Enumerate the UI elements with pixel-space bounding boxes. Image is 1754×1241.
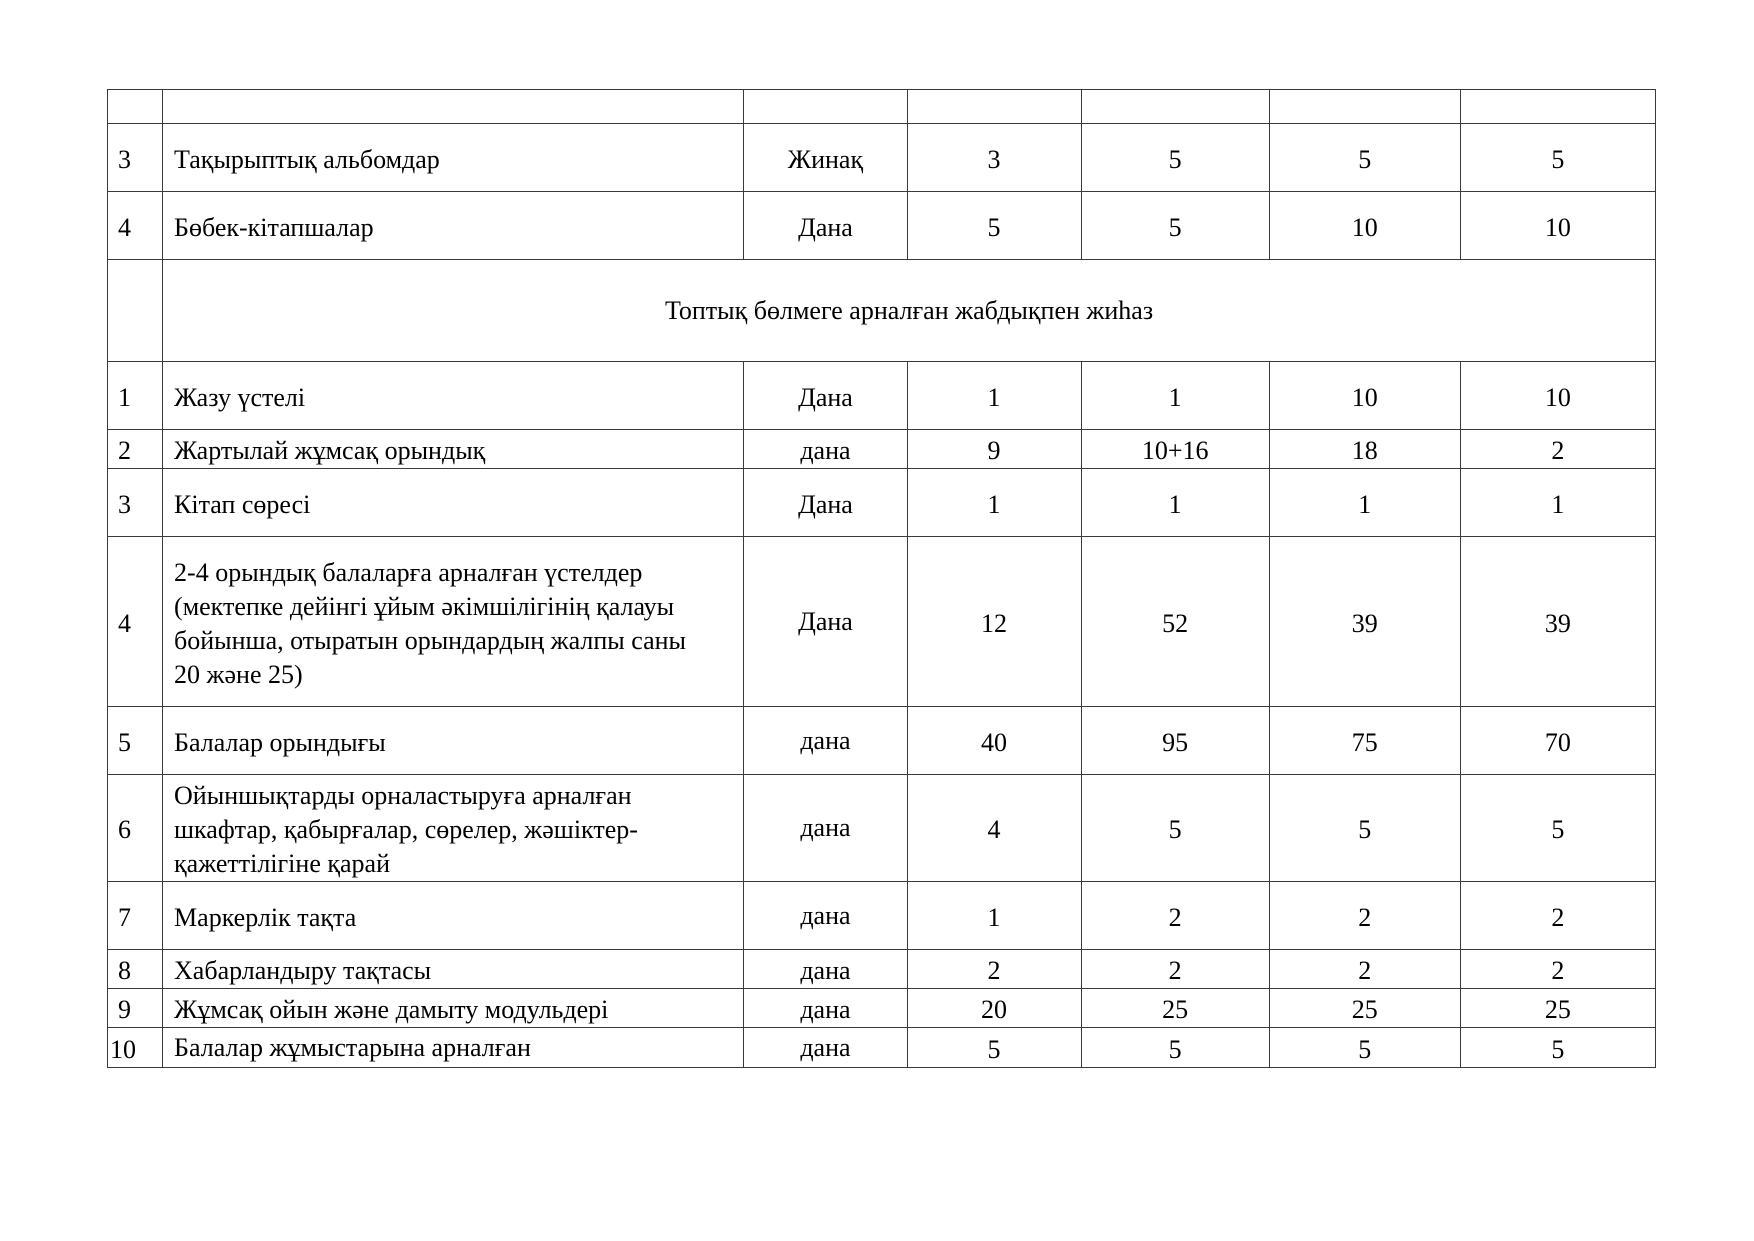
- table-row: [108, 192, 1656, 260]
- table-row: [108, 537, 1656, 707]
- value-cell: 1: [1081, 469, 1269, 537]
- value-cell: 1: [907, 362, 1081, 430]
- value-cell: 12: [907, 537, 1081, 707]
- value-cell: 1: [1269, 469, 1460, 537]
- value-cell: 5: [1081, 775, 1269, 882]
- value-cell: 5: [1081, 192, 1269, 260]
- value-cell: 39: [1460, 537, 1655, 707]
- table-row: [108, 430, 1656, 469]
- section-title: Топтық бөлмеге арналған жабдықпен жиһаз: [163, 260, 1656, 362]
- equipment-table: [107, 89, 1656, 1068]
- item-name-cell: 2-4 орындық балаларға арналған үстелдер (мектепке дейінгі ұйым әкімшілігінің қалауы бойынша, отыратын орындардың жалпы саны 20 және 25): [163, 537, 744, 707]
- value-cell: 25: [1269, 989, 1460, 1028]
- value-cell: 5: [1081, 124, 1269, 192]
- unit-cell: дана: [744, 950, 907, 989]
- row-number-cell: 1: [108, 362, 163, 430]
- unit-cell: дана: [744, 1028, 907, 1068]
- value-cell: 1: [1081, 362, 1269, 430]
- row-number-cell: 8: [108, 950, 163, 989]
- row-number-cell: 2: [108, 430, 163, 469]
- table-row: [108, 950, 1656, 989]
- value-cell: 95: [1081, 707, 1269, 775]
- value-cell: 10: [1460, 192, 1655, 260]
- value-cell: 2: [1460, 430, 1655, 469]
- value-cell: 5: [907, 1028, 1081, 1068]
- value-cell: 2: [1081, 882, 1269, 950]
- value-cell: 1: [907, 882, 1081, 950]
- value-cell: 5: [1460, 775, 1655, 882]
- row-number-cell: 4: [108, 537, 163, 707]
- item-name-cell: Ойыншықтарды орналастыруға арналған шкафтар, қабырғалар, сөрелер, жәшіктер-қажеттілігіне қарай: [163, 775, 744, 882]
- unit-cell: Дана: [744, 469, 907, 537]
- value-cell: 10: [1460, 362, 1655, 430]
- row-number-cell: [108, 260, 163, 362]
- unit-cell: [744, 90, 907, 124]
- unit-cell: Дана: [744, 537, 907, 707]
- row-number-cell: 4: [108, 192, 163, 260]
- item-name-cell: [163, 124, 744, 192]
- unit-cell: дана: [744, 989, 907, 1028]
- item-name-cell: Балалар орындығы: [163, 707, 744, 775]
- unit-cell: дана: [744, 430, 907, 469]
- table-row: [108, 989, 1656, 1028]
- row-number-cell: 7: [108, 882, 163, 950]
- value-cell: [907, 90, 1081, 124]
- unit-cell: Дана: [744, 192, 907, 260]
- value-cell: [1081, 90, 1269, 124]
- unit-cell: Жинақ: [744, 124, 907, 192]
- row-number-cell: 3: [108, 124, 163, 192]
- unit-cell: дана: [744, 882, 907, 950]
- value-cell: 5: [907, 192, 1081, 260]
- value-cell: 2: [1460, 882, 1655, 950]
- value-cell: 18: [1269, 430, 1460, 469]
- table-row: [108, 124, 1656, 192]
- item-name-cell: Бөбек-кітапшалар: [163, 192, 744, 260]
- value-cell: 10+16: [1081, 430, 1269, 469]
- row-number-cell: 6: [108, 775, 163, 882]
- value-cell: 20: [907, 989, 1081, 1028]
- value-cell: 5: [1269, 1028, 1460, 1068]
- value-cell: 4: [907, 775, 1081, 882]
- value-cell: 9: [907, 430, 1081, 469]
- value-cell: 5: [1460, 124, 1655, 192]
- value-cell: 2: [1269, 882, 1460, 950]
- table-row: [108, 90, 1656, 124]
- row-number-cell: 3: [108, 469, 163, 537]
- item-name-cell: [163, 90, 744, 124]
- value-cell: [1269, 90, 1460, 124]
- item-name-cell: Маркерлік тақта: [163, 882, 744, 950]
- table-row: [108, 775, 1656, 882]
- item-name-cell: Жартылай жұмсақ орындық: [163, 430, 744, 469]
- value-cell: 39: [1269, 537, 1460, 707]
- value-cell: 10: [1269, 192, 1460, 260]
- value-cell: 2: [1460, 950, 1655, 989]
- value-cell: [1460, 90, 1655, 124]
- row-number-cell: [108, 90, 163, 124]
- row-number-cell: 9: [108, 989, 163, 1028]
- value-cell: 5: [1460, 1028, 1655, 1068]
- item-name-cell: Кітап сөресі: [163, 469, 744, 537]
- unit-cell: дана: [744, 707, 907, 775]
- value-cell: 10: [1269, 362, 1460, 430]
- item-name-cell: Балалар жұмыстарына арналған: [163, 1028, 744, 1068]
- item-name-cell: Жазу үстелі: [163, 362, 744, 430]
- value-cell: 52: [1081, 537, 1269, 707]
- row-number-cell: 5: [108, 707, 163, 775]
- item-name-cell: Хабарландыру тақтасы: [163, 950, 744, 989]
- value-cell: 2: [1269, 950, 1460, 989]
- table-row: [108, 882, 1656, 950]
- unit-cell: Дана: [744, 362, 907, 430]
- table-row: [108, 1028, 1656, 1068]
- value-cell: 1: [1460, 469, 1655, 537]
- value-cell: 40: [907, 707, 1081, 775]
- item-name-cell: Жұмсақ ойын және дамыту модульдері: [163, 989, 744, 1028]
- value-cell: 25: [1081, 989, 1269, 1028]
- value-cell: 5: [1081, 1028, 1269, 1068]
- table-row: [108, 362, 1656, 430]
- table-row: [108, 707, 1656, 775]
- value-cell: 70: [1460, 707, 1655, 775]
- value-cell: 2: [1081, 950, 1269, 989]
- item-name: Тақырыптық альбомдар: [174, 144, 440, 174]
- value-cell: 1: [907, 469, 1081, 537]
- unit-cell: дана: [744, 775, 907, 882]
- table-row: [108, 469, 1656, 537]
- row-number-cell: 10: [108, 1028, 163, 1068]
- value-cell: 75: [1269, 707, 1460, 775]
- value-cell: 2: [907, 950, 1081, 989]
- value-cell: 3: [907, 124, 1081, 192]
- section-row: [108, 260, 1656, 362]
- value-cell: 5: [1269, 775, 1460, 882]
- value-cell: 25: [1460, 989, 1655, 1028]
- value-cell: 5: [1269, 124, 1460, 192]
